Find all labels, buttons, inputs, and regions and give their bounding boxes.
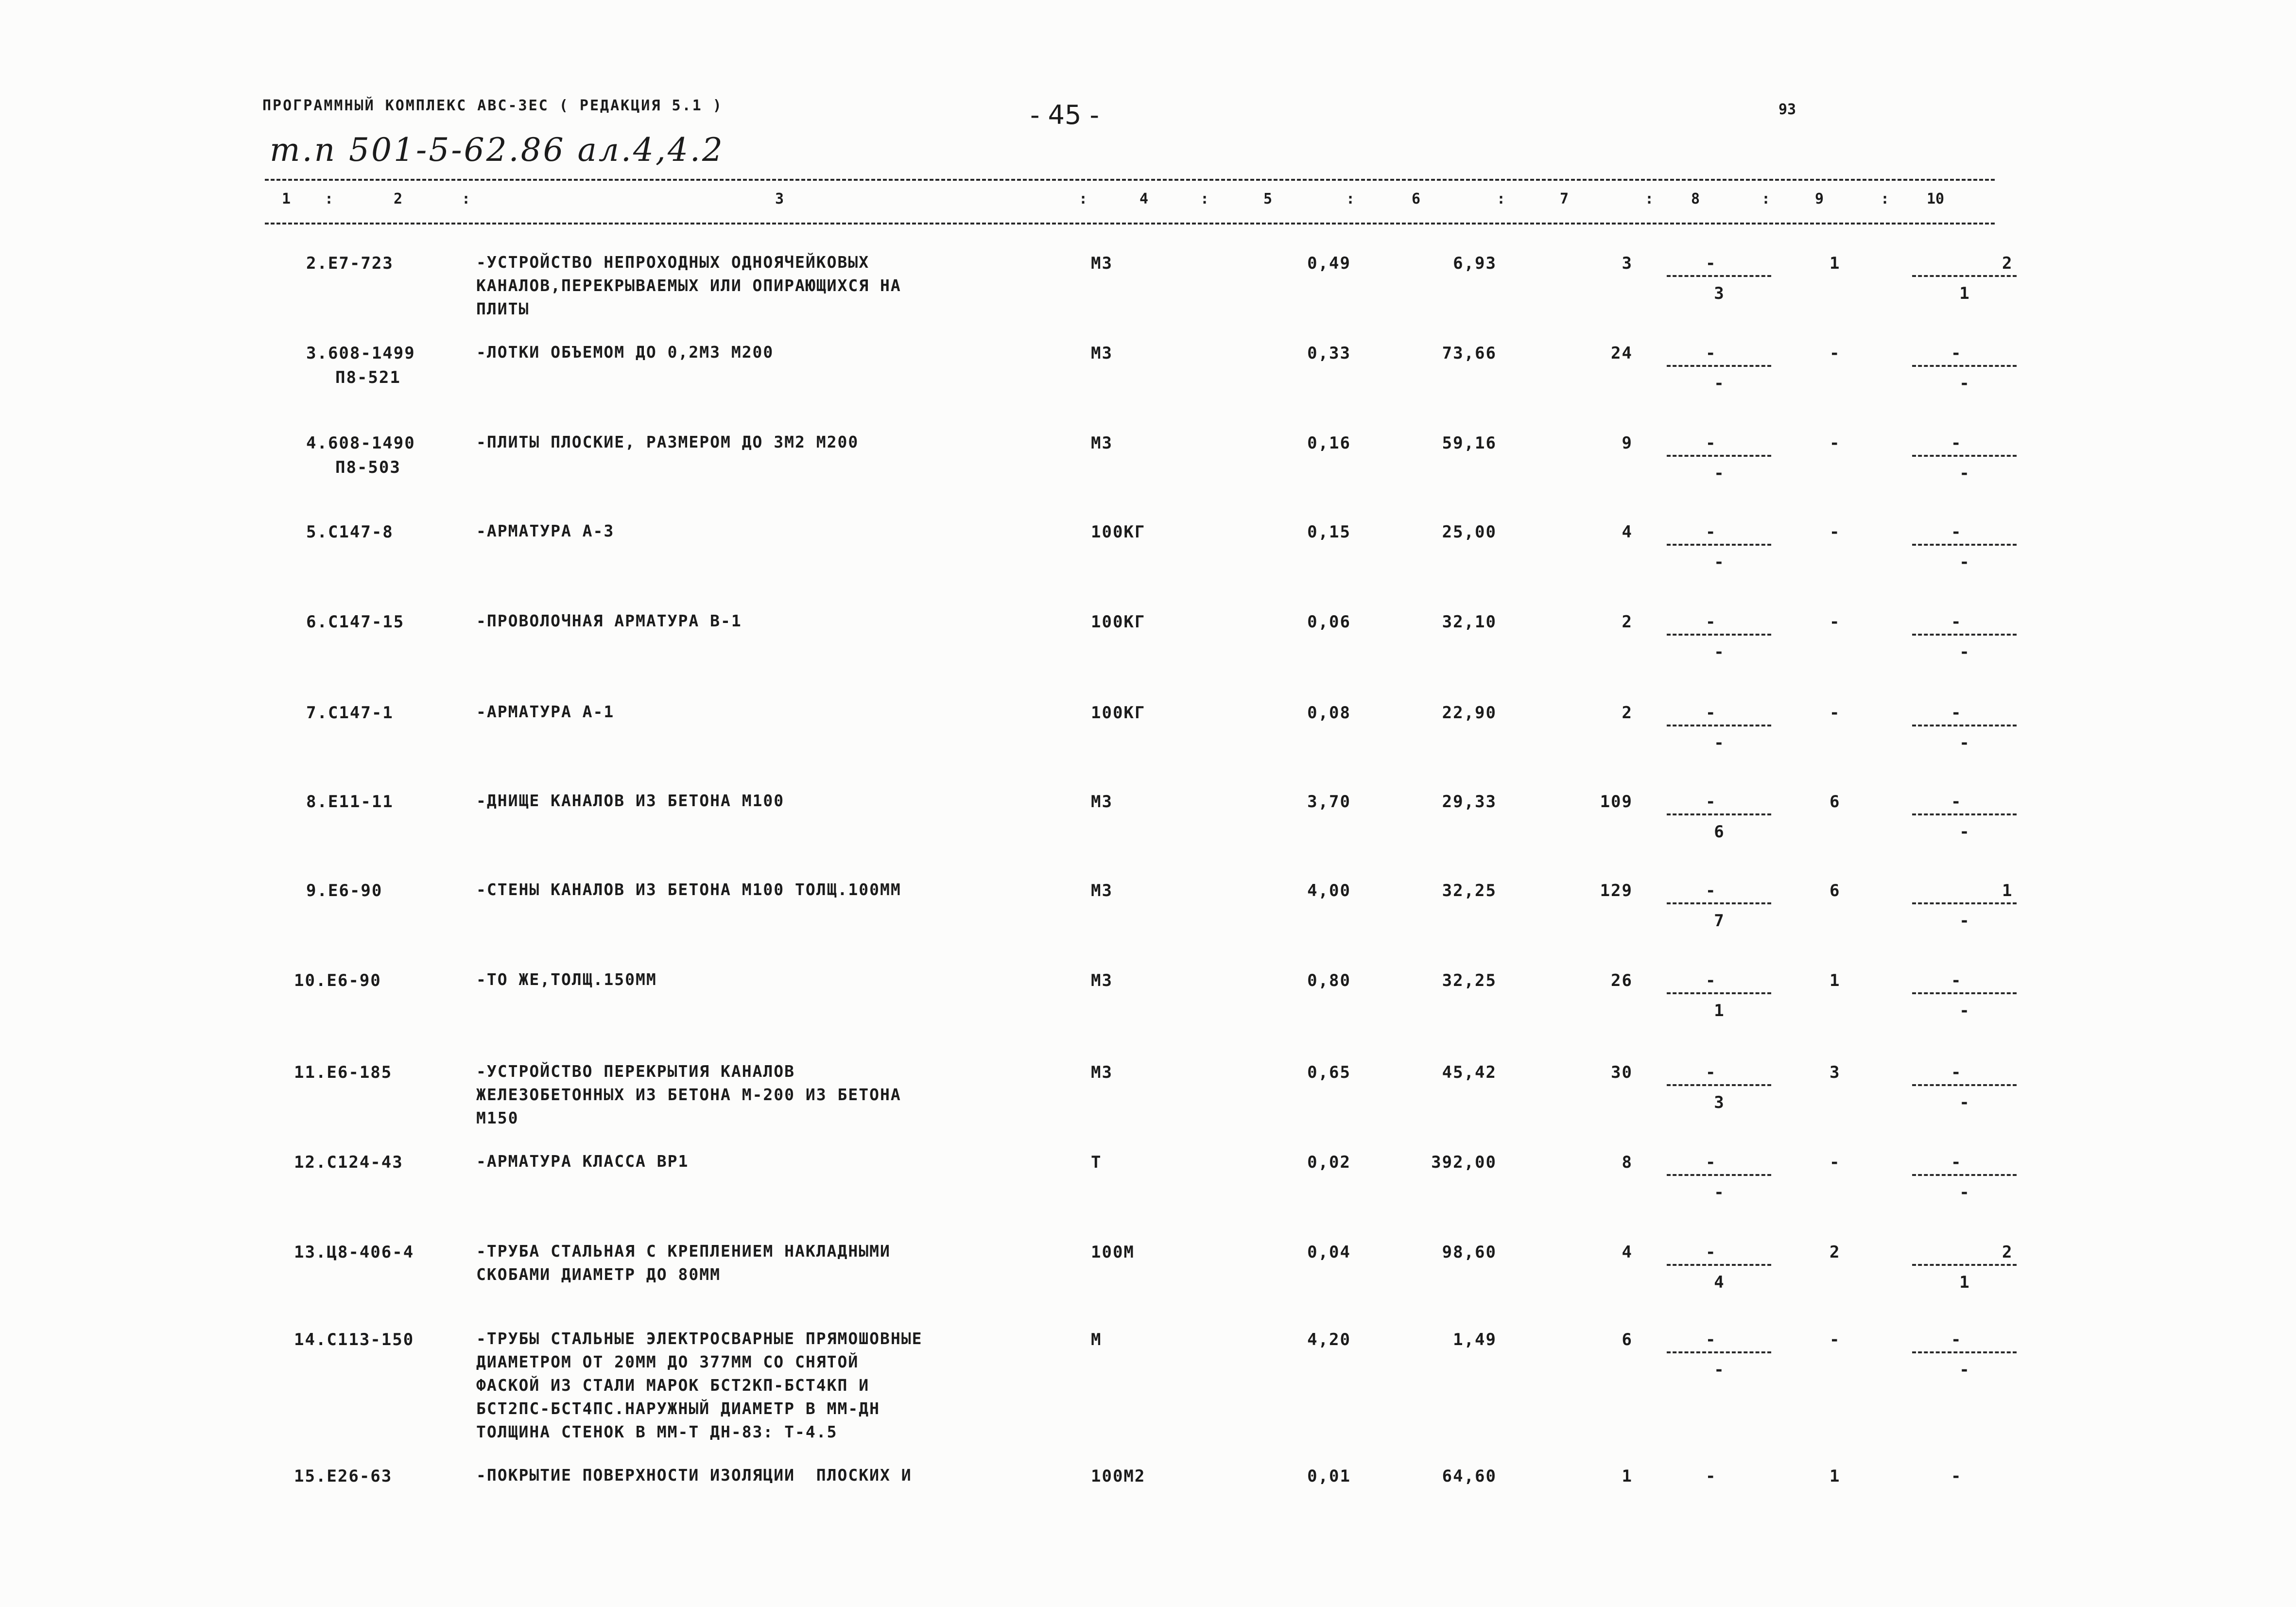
- col-1: 1: [282, 190, 291, 207]
- row-col10-denominator: -: [1959, 374, 1969, 393]
- row-col9: 2: [1830, 1243, 1841, 1262]
- row-col10-numerator: -: [1951, 344, 1961, 363]
- fraction-rule: [1912, 1264, 2017, 1266]
- row-description: -АРМАТУРА А-3: [476, 521, 615, 540]
- col-sep: :: [1497, 190, 1506, 207]
- row-col10: [1912, 881, 2017, 930]
- row-col8-denominator: 7: [1714, 911, 1724, 931]
- row-col8: [1667, 703, 1771, 752]
- row-col10-numerator: -: [1951, 792, 1961, 812]
- row-col9: 6: [1830, 881, 1841, 900]
- row-unit-price: 45,42: [1442, 1063, 1497, 1082]
- row-unit: М3: [1091, 344, 1113, 363]
- row-code: 8.Е11-11: [306, 792, 394, 812]
- row-unit-price: 22,90: [1442, 703, 1497, 723]
- row-unit: М: [1091, 1330, 1102, 1349]
- row-col10-numerator: -: [1951, 1467, 1961, 1486]
- fraction-rule: [1912, 455, 2017, 457]
- fraction-rule: [1667, 813, 1771, 815]
- row-col8-denominator: -: [1714, 464, 1724, 483]
- page-number: - 45 -: [1030, 100, 1100, 130]
- col-sep: :: [1079, 190, 1088, 207]
- row-unit-price: 1,49: [1453, 1330, 1497, 1349]
- row-description: -ПРОВОЛОЧНАЯ АРМАТУРА В-1: [476, 611, 742, 630]
- row-col8-denominator: -: [1714, 374, 1724, 393]
- row-quantity: 3,70: [1307, 792, 1351, 812]
- row-code: 6.С147-15: [306, 612, 405, 632]
- row-col7: 26: [1611, 971, 1633, 990]
- row-col9: 6: [1830, 792, 1841, 812]
- row-code-secondary: П8-503: [335, 458, 401, 477]
- row-unit-price: 32,25: [1442, 971, 1497, 990]
- row-code: 3.608-1499: [306, 344, 415, 363]
- row-col8-denominator: -: [1714, 733, 1724, 753]
- row-unit-price: 6,93: [1453, 254, 1497, 273]
- row-unit: 100КГ: [1091, 522, 1146, 542]
- row-col10: [1912, 254, 2017, 302]
- row-unit-price: 32,25: [1442, 881, 1497, 900]
- row-col9: -: [1830, 612, 1841, 632]
- row-col8: [1667, 522, 1771, 571]
- row-col8-denominator: 6: [1714, 822, 1724, 842]
- row-col7: 129: [1600, 881, 1633, 900]
- row-unit-price: 32,10: [1442, 612, 1497, 632]
- row-col8-numerator: -: [1706, 254, 1716, 273]
- row-code: 14.С113-150: [294, 1330, 414, 1349]
- row-col10-denominator: -: [1959, 1183, 1969, 1202]
- col-6: 6: [1412, 190, 1421, 207]
- row-col8: [1667, 1153, 1771, 1201]
- fraction-rule: [1912, 365, 2017, 367]
- row-col8: [1667, 1243, 1771, 1291]
- fraction-rule: [1912, 275, 2017, 277]
- fraction-rule: [1667, 1084, 1771, 1086]
- row-description: -ДНИЩЕ КАНАЛОВ ИЗ БЕТОНА М100: [476, 791, 785, 810]
- row-col9: 1: [1830, 1467, 1841, 1486]
- row-col7: 4: [1622, 522, 1633, 542]
- row-col8-numerator: -: [1706, 433, 1716, 453]
- row-unit: 100М2: [1091, 1467, 1146, 1486]
- row-col9: -: [1830, 1330, 1841, 1349]
- row-col7: 2: [1622, 612, 1633, 632]
- row-col10: [1912, 971, 2017, 1019]
- col-sep: :: [1346, 190, 1355, 207]
- row-col8-numerator: -: [1706, 522, 1716, 542]
- row-col8: [1667, 792, 1771, 841]
- row-unit-price: 392,00: [1431, 1153, 1497, 1172]
- fraction-rule: [1912, 544, 2017, 546]
- row-col10: [1912, 1063, 2017, 1111]
- row-col8-numerator: -: [1706, 881, 1716, 900]
- row-col10-numerator: -: [1951, 1063, 1961, 1082]
- row-col8-numerator: -: [1706, 1330, 1716, 1349]
- row-col8: [1667, 1063, 1771, 1111]
- col-sep: :: [462, 190, 471, 207]
- col-7: 7: [1560, 190, 1569, 207]
- fraction-rule: [1912, 902, 2017, 904]
- fraction-rule: [1667, 544, 1771, 546]
- row-col10: [1912, 1243, 2017, 1291]
- row-quantity: 0,65: [1307, 1063, 1351, 1082]
- row-col10-denominator: -: [1959, 1360, 1969, 1380]
- row-col10: [1912, 1330, 2017, 1379]
- fraction-rule: [1667, 365, 1771, 367]
- row-col10: [1912, 792, 2017, 841]
- row-code: 11.Е6-185: [294, 1063, 393, 1082]
- row-col9: 1: [1830, 254, 1841, 273]
- col-2: 2: [394, 190, 403, 207]
- row-col8-numerator: -: [1706, 971, 1716, 990]
- sheet-number: 93: [1778, 101, 1796, 118]
- row-col9: -: [1830, 522, 1841, 542]
- row-col8-numerator: -: [1706, 1153, 1716, 1172]
- row-col8-numerator: -: [1706, 1063, 1716, 1082]
- fraction-rule: [1667, 992, 1771, 994]
- row-col9: 1: [1830, 971, 1841, 990]
- row-col10-numerator: 1: [2002, 881, 2012, 900]
- row-col8-numerator: -: [1706, 612, 1716, 632]
- row-col10-denominator: -: [1959, 1001, 1969, 1020]
- row-col8-denominator: 4: [1714, 1273, 1724, 1292]
- row-code: 12.С124-43: [294, 1153, 403, 1172]
- row-unit-price: 64,60: [1442, 1467, 1497, 1486]
- row-col10: [1912, 1153, 2017, 1201]
- fraction-rule: [1912, 634, 2017, 636]
- row-quantity: 0,01: [1307, 1467, 1351, 1486]
- row-col10-numerator: -: [1951, 522, 1961, 542]
- row-description: -ТРУБА СТАЛЬНАЯ С КРЕПЛЕНИЕМ НАКЛАДНЫМИ СКОБАМИ ДИАМЕТР ДО 80ММ: [476, 1242, 891, 1284]
- row-description: -ЛОТКИ ОБЪЕМОМ ДО 0,2М3 М200: [476, 343, 774, 362]
- row-col8-denominator: -: [1714, 1183, 1724, 1202]
- row-col8: [1667, 344, 1771, 392]
- row-description: -ПОКРЫТИЕ ПОВЕРХНОСТИ ИЗОЛЯЦИИ ПЛОСКИХ И: [476, 1466, 912, 1485]
- col-4: 4: [1139, 190, 1149, 207]
- row-quantity: 0,02: [1307, 1153, 1351, 1172]
- row-col10-denominator: 1: [1959, 284, 1969, 303]
- fraction-rule: [1667, 1174, 1771, 1176]
- row-code: 2.Е7-723: [306, 254, 394, 273]
- row-col10-numerator: -: [1951, 703, 1961, 723]
- col-9: 9: [1815, 190, 1824, 207]
- row-col8-numerator: -: [1706, 703, 1716, 723]
- row-col10: [1912, 433, 2017, 482]
- fraction-rule: [1667, 902, 1771, 904]
- row-col8-numerator: -: [1706, 792, 1716, 812]
- row-unit-price: 25,00: [1442, 522, 1497, 542]
- row-col8-denominator: 3: [1714, 1093, 1724, 1112]
- row-col10: [1912, 1467, 2017, 1515]
- row-col10-denominator: 1: [1959, 1273, 1969, 1292]
- col-10: 10: [1927, 190, 1945, 207]
- fraction-rule: [1667, 1264, 1771, 1266]
- row-col8: [1667, 254, 1771, 302]
- program-title: ПРОГРАММНЫЙ КОМПЛЕКС АВС-ЗЕС ( РЕДАКЦИЯ 5.1 ): [262, 97, 723, 114]
- row-unit-price: 73,66: [1442, 344, 1497, 363]
- row-quantity: 0,33: [1307, 344, 1351, 363]
- fraction-rule: [1912, 813, 2017, 815]
- row-col8-denominator: 3: [1714, 284, 1724, 303]
- fraction-rule: [1912, 1084, 2017, 1086]
- row-description: -УСТРОЙСТВО НЕПРОХОДНЫХ ОДНОЯЧЕЙКОВЫХ КАНАЛОВ,ПЕРЕКРЫВАЕМЫХ ИЛИ ОПИРАЮЩИХСЯ НА ПЛИТЫ: [476, 253, 901, 318]
- row-col7: 24: [1611, 344, 1633, 363]
- fraction-rule: [1667, 455, 1771, 457]
- row-description: -УСТРОЙСТВО ПЕРЕКРЫТИЯ КАНАЛОВ ЖЕЛЕЗОБЕТОННЫХ ИЗ БЕТОНА М-200 ИЗ БЕТОНА М150: [476, 1062, 901, 1127]
- row-code: 9.Е6-90: [306, 881, 383, 900]
- row-col8-denominator: -: [1714, 1360, 1724, 1380]
- col-sep: :: [1761, 190, 1771, 207]
- fraction-rule: [1667, 725, 1771, 726]
- row-code: 13.Ц8-406-4: [294, 1243, 414, 1262]
- row-unit: М3: [1091, 971, 1113, 990]
- row-description: -ТО ЖЕ,ТОЛЩ.150ММ: [476, 970, 657, 989]
- row-unit: М3: [1091, 792, 1113, 812]
- row-col10: [1912, 522, 2017, 571]
- row-col7: 3: [1622, 254, 1633, 273]
- row-unit-price: 98,60: [1442, 1243, 1497, 1262]
- row-description: -ТРУБЫ СТАЛЬНЫЕ ЭЛЕКТРОСВАРНЫЕ ПРЯМОШОВНЫЕ ДИАМЕТРОМ ОТ 20ММ ДО 377ММ СО СНЯТОЙ ФАСКОЙ ИЗ СТАЛИ МАРОК БСТ2КП-БСТ4КП И БСТ2ПС-БСТ4ПС.НАРУЖНЫЙ ДИАМЕТР В ММ-ДН ТОЛЩИНА СТЕНОК В ММ-Т ДН-83: Т-4.5: [476, 1329, 923, 1441]
- handwritten-reference: т.п 501-5-62.86 ал.4,4.2: [270, 131, 725, 169]
- header-rule-bottom: [265, 223, 1995, 225]
- row-unit: М3: [1091, 254, 1113, 273]
- row-col8: [1667, 1467, 1771, 1515]
- row-col10-denominator: -: [1959, 464, 1969, 483]
- row-col10: [1912, 612, 2017, 661]
- row-col10-numerator: 2: [2002, 254, 2012, 273]
- row-col8: [1667, 612, 1771, 661]
- row-description: -ПЛИТЫ ПЛОСКИЕ, РАЗМЕРОМ ДО 3М2 М200: [476, 432, 859, 451]
- row-col10: [1912, 344, 2017, 392]
- row-col10-denominator: -: [1959, 733, 1969, 753]
- row-quantity: 0,49: [1307, 254, 1351, 273]
- row-quantity: 0,04: [1307, 1243, 1351, 1262]
- row-col10-numerator: -: [1951, 1330, 1961, 1349]
- row-col8-denominator: -: [1714, 553, 1724, 572]
- row-col9: -: [1830, 433, 1841, 453]
- row-col7: 30: [1611, 1063, 1633, 1082]
- row-col8-numerator: -: [1706, 1467, 1716, 1486]
- row-unit: Т: [1091, 1153, 1102, 1172]
- row-unit: М3: [1091, 433, 1113, 453]
- col-sep: :: [1881, 190, 1890, 207]
- row-col7: 2: [1622, 703, 1633, 723]
- row-code: 10.Е6-90: [294, 971, 381, 990]
- row-code: 5.С147-8: [306, 522, 394, 542]
- row-quantity: 0,16: [1307, 433, 1351, 453]
- row-col7: 9: [1622, 433, 1633, 453]
- row-unit: 100КГ: [1091, 703, 1146, 723]
- row-code: 7.С147-1: [306, 703, 394, 723]
- row-quantity: 0,80: [1307, 971, 1351, 990]
- row-col10-numerator: -: [1951, 971, 1961, 990]
- row-col8-denominator: 1: [1714, 1001, 1724, 1020]
- row-col7: 4: [1622, 1243, 1633, 1262]
- row-col8: [1667, 433, 1771, 482]
- row-col7: 109: [1600, 792, 1633, 812]
- row-col8: [1667, 881, 1771, 930]
- row-unit: 100М: [1091, 1243, 1135, 1262]
- row-col10: [1912, 703, 2017, 752]
- row-col8-numerator: -: [1706, 344, 1716, 363]
- row-quantity: 4,20: [1307, 1330, 1351, 1349]
- row-col10-denominator: -: [1959, 822, 1969, 842]
- row-unit-price: 59,16: [1442, 433, 1497, 453]
- row-description: -СТЕНЫ КАНАЛОВ ИЗ БЕТОНА М100 ТОЛЩ.100ММ: [476, 880, 901, 899]
- col-5: 5: [1263, 190, 1273, 207]
- fraction-rule: [1912, 992, 2017, 994]
- row-col10-numerator: -: [1951, 612, 1961, 632]
- row-col10-numerator: -: [1951, 433, 1961, 453]
- fraction-rule: [1667, 634, 1771, 636]
- row-col9: -: [1830, 703, 1841, 723]
- row-unit-price: 29,33: [1442, 792, 1497, 812]
- row-col9: -: [1830, 1153, 1841, 1172]
- fraction-rule: [1667, 1351, 1771, 1353]
- fraction-rule: [1667, 275, 1771, 277]
- row-col10-denominator: -: [1959, 1093, 1969, 1112]
- row-col9: -: [1830, 344, 1841, 363]
- row-col8: [1667, 971, 1771, 1019]
- row-col8-denominator: -: [1714, 642, 1724, 662]
- row-quantity: 0,08: [1307, 703, 1351, 723]
- row-code: 15.Е26-63: [294, 1467, 393, 1486]
- row-col8-numerator: -: [1706, 1243, 1716, 1262]
- row-col7: 6: [1622, 1330, 1633, 1349]
- row-unit: 100КГ: [1091, 612, 1146, 632]
- col-sep: :: [325, 190, 334, 207]
- row-col10-denominator: -: [1959, 642, 1969, 662]
- col-8: 8: [1691, 190, 1700, 207]
- row-col7: 1: [1622, 1467, 1633, 1486]
- row-col10-denominator: -: [1959, 553, 1969, 572]
- row-description: -АРМАТУРА КЛАССА ВР1: [476, 1152, 689, 1171]
- row-quantity: 4,00: [1307, 881, 1351, 900]
- header-rule-top: [265, 179, 1995, 181]
- col-sep: :: [1200, 190, 1209, 207]
- row-quantity: 0,06: [1307, 612, 1351, 632]
- col-3: 3: [775, 190, 784, 207]
- row-code-secondary: П8-521: [335, 368, 401, 387]
- row-col8: [1667, 1330, 1771, 1379]
- col-sep: :: [1645, 190, 1654, 207]
- row-col10-numerator: 2: [2002, 1243, 2012, 1262]
- row-unit: М3: [1091, 881, 1113, 900]
- row-quantity: 0,15: [1307, 522, 1351, 542]
- row-col7: 8: [1622, 1153, 1633, 1172]
- row-code: 4.608-1490: [306, 433, 415, 453]
- fraction-rule: [1912, 1351, 2017, 1353]
- fraction-rule: [1912, 1174, 2017, 1176]
- row-col10-denominator: -: [1959, 911, 1969, 931]
- row-col10-numerator: -: [1951, 1153, 1961, 1172]
- row-unit: М3: [1091, 1063, 1113, 1082]
- fraction-rule: [1912, 725, 2017, 726]
- row-description: -АРМАТУРА А-1: [476, 702, 615, 721]
- row-col9: 3: [1830, 1063, 1841, 1082]
